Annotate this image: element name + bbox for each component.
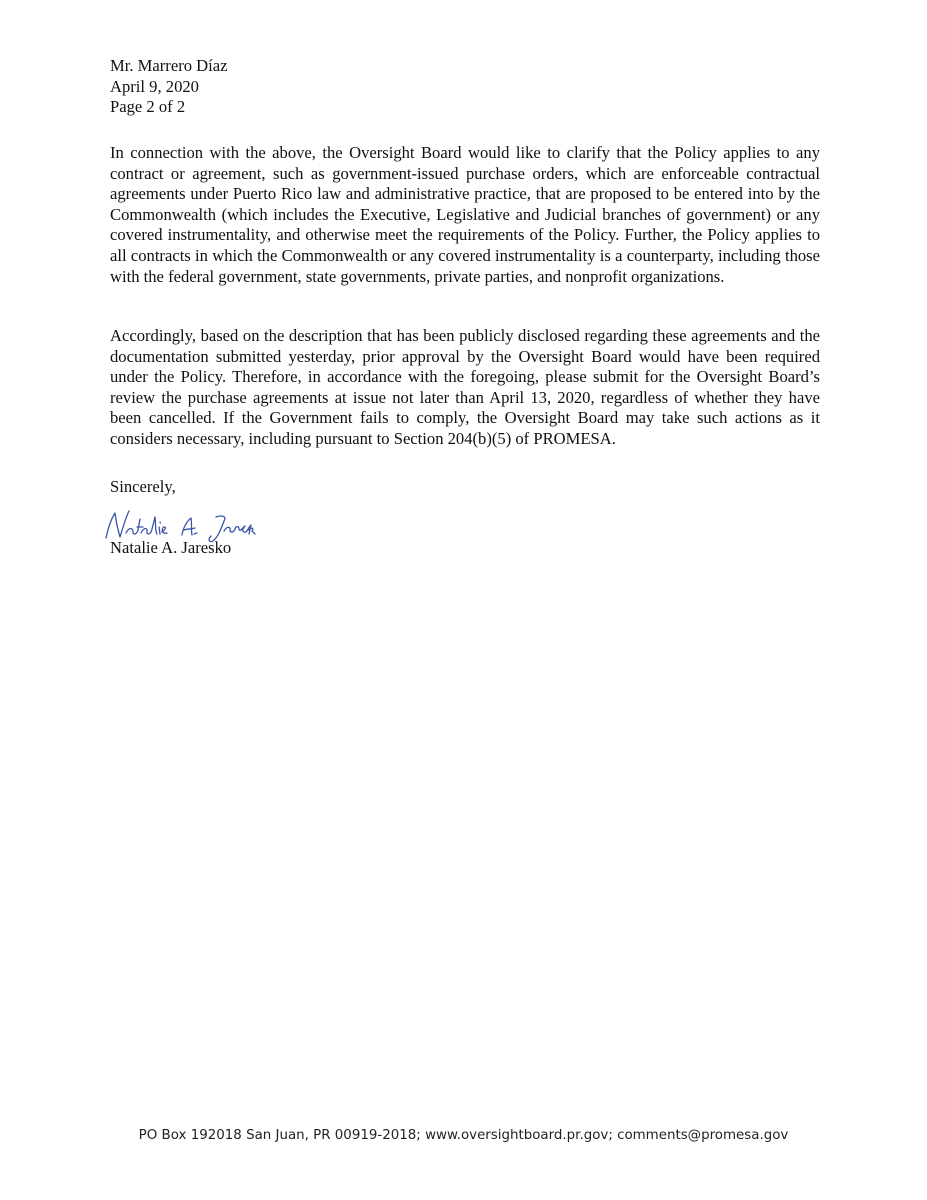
letter-date: April 9, 2020 (110, 76, 199, 96)
signer-name: Natalie A. Jaresko (110, 538, 232, 557)
body-paragraph-1: In connection with the above, the Oversight Board would like to clarify that the Policy applies to any contract or agreement, such as government-issued purchase orders, which are enforceable contractual agreements under Puerto Rico law and administrative practice, that are proposed to be entered into by the Commonwealth (which includes the Executive, Legislative and Judicial branches of government) or any covered instrumentality, and otherwise meet the requirements of the Policy. Further, the Policy applies to all contracts in which the Commonwealth or any covered instrumentality is a counterparty, including those with the federal government, state governments, private parties, and nonprofit organizations. (110, 143, 820, 286)
letterhead-footer: PO Box 192018 San Juan, PR 00919-2018; www.oversightboard.pr.gov; comments@promesa.gov (138, 1128, 789, 1143)
recipient-name: Mr. Marrero Díaz (110, 56, 228, 75)
page-number: Page 2 of 2 (110, 97, 186, 117)
letter-header (110, 56, 820, 118)
body-paragraph-2: Accordingly, based on the description that has been publicly disclosed regarding these agreements and the documentation submitted yesterday, prior approval by the Oversight Board would have been required under the Policy. Therefore, in accordance with the foregoing, please submit for the Oversight Board’s review the purchase agreements at issue not later than April 13, 2020, regardless of whether they have been cancelled. If the Government fails to comply, the Oversight Board may take such actions as it considers necessary, including pursuant to Section 204(b)(5) of PROMESA. (110, 326, 820, 448)
closing-salutation: Sincerely, (110, 477, 176, 496)
